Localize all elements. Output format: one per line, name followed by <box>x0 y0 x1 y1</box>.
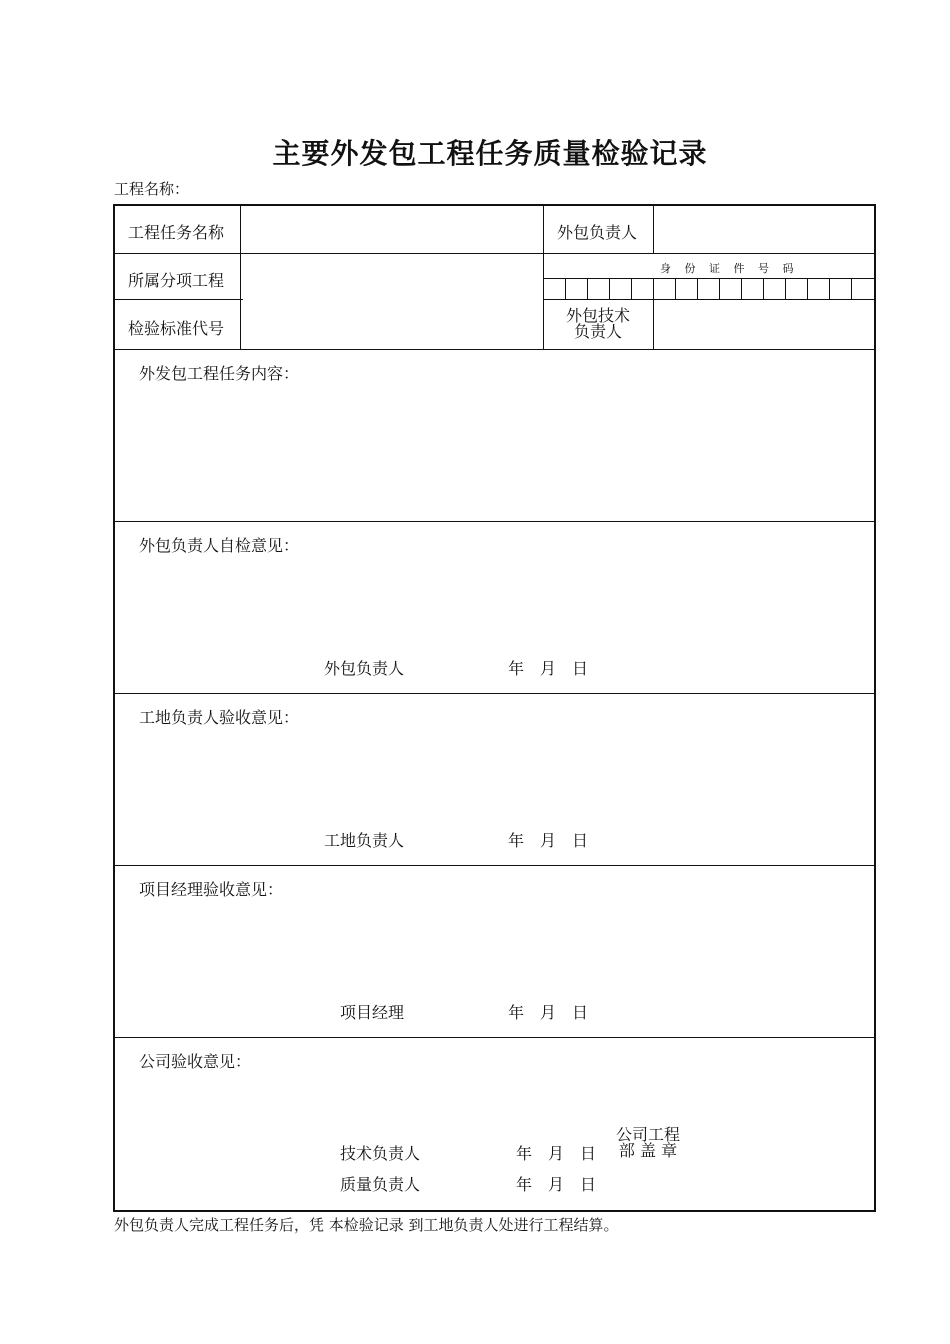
id-digit-cell[interactable] <box>587 278 608 299</box>
company-accept-label: 公司验收意见： <box>139 1052 252 1071</box>
id-digit-cell[interactable] <box>631 278 652 299</box>
grid-line <box>115 299 243 300</box>
pm-accept-label: 项目经理验收意见： <box>139 880 284 899</box>
task-name-input[interactable] <box>246 210 540 250</box>
grid-line <box>115 349 874 350</box>
sub-project-input[interactable] <box>246 258 540 298</box>
id-number-label: 身 份 证 件 号 码 <box>660 262 799 275</box>
self-check-signer: 外包负责人 <box>324 659 405 678</box>
standard-code-label: 检验标准代号 <box>128 319 225 338</box>
grid-line <box>653 206 654 254</box>
id-digit-cell[interactable] <box>719 278 740 299</box>
stamp-line2: 部 盖 章 <box>618 1141 678 1160</box>
standard-code-input[interactable] <box>246 304 540 346</box>
quality-sign-date: 年 月 日 <box>516 1175 597 1194</box>
self-check-label: 外包负责人自检意见： <box>139 536 300 555</box>
self-check-date: 年 月 日 <box>508 659 589 678</box>
tech-head-input[interactable] <box>658 304 872 346</box>
task-name-label: 工程任务名称 <box>128 223 225 242</box>
id-digit-cell[interactable] <box>543 278 564 299</box>
section-divider <box>115 521 874 522</box>
pm-accept-signer: 项目经理 <box>340 1003 405 1022</box>
id-digit-cell[interactable] <box>741 278 762 299</box>
project-name-label: 工程名称： <box>114 180 190 198</box>
contractor-head-input[interactable] <box>658 210 872 250</box>
footnote: 外包负责人完成工程任务后，凭 本检验记录 到工地负责人处进行工程结算。 <box>114 1216 619 1234</box>
site-accept-signer: 工地负责人 <box>324 831 405 850</box>
section-divider <box>115 865 874 866</box>
site-accept-date: 年 月 日 <box>508 831 589 850</box>
grid-line <box>240 206 241 350</box>
company-stamp-label <box>610 1127 686 1159</box>
section-divider <box>115 1037 874 1038</box>
id-digit-cell[interactable] <box>609 278 630 299</box>
contractor-head-label: 外包负责人 <box>557 223 638 242</box>
tech-head-label <box>552 308 644 340</box>
grid-line <box>653 299 654 350</box>
tech-sign-date: 年 月 日 <box>516 1144 597 1163</box>
stamp-line1: 公司工程 <box>615 1125 680 1144</box>
id-digit-cell[interactable] <box>653 278 674 299</box>
tech-head-label-line2: 负责人 <box>573 322 622 341</box>
id-digit-cell[interactable] <box>565 278 586 299</box>
task-content-label: 外发包工程任务内容： <box>139 364 300 383</box>
id-digit-cell[interactable] <box>763 278 784 299</box>
grid-line <box>543 299 874 300</box>
grid-line <box>115 253 874 254</box>
site-accept-label: 工地负责人验收意见： <box>139 708 300 727</box>
tech-head-label-line1: 外包技术 <box>565 306 630 325</box>
id-digit-cell[interactable] <box>851 278 872 299</box>
id-digit-cell[interactable] <box>807 278 828 299</box>
page-title: 主要外发包工程任务质量检验记录 <box>272 137 708 170</box>
id-digit-cell[interactable] <box>675 278 696 299</box>
quality-signer: 质量负责人 <box>340 1175 421 1194</box>
pm-accept-date: 年 月 日 <box>508 1003 589 1022</box>
id-digit-cell[interactable] <box>785 278 806 299</box>
id-digit-cell[interactable] <box>829 278 850 299</box>
sub-project-label: 所属分项工程 <box>128 271 225 290</box>
id-digit-cell[interactable] <box>697 278 718 299</box>
section-divider <box>115 693 874 694</box>
tech-signer: 技术负责人 <box>340 1144 421 1163</box>
